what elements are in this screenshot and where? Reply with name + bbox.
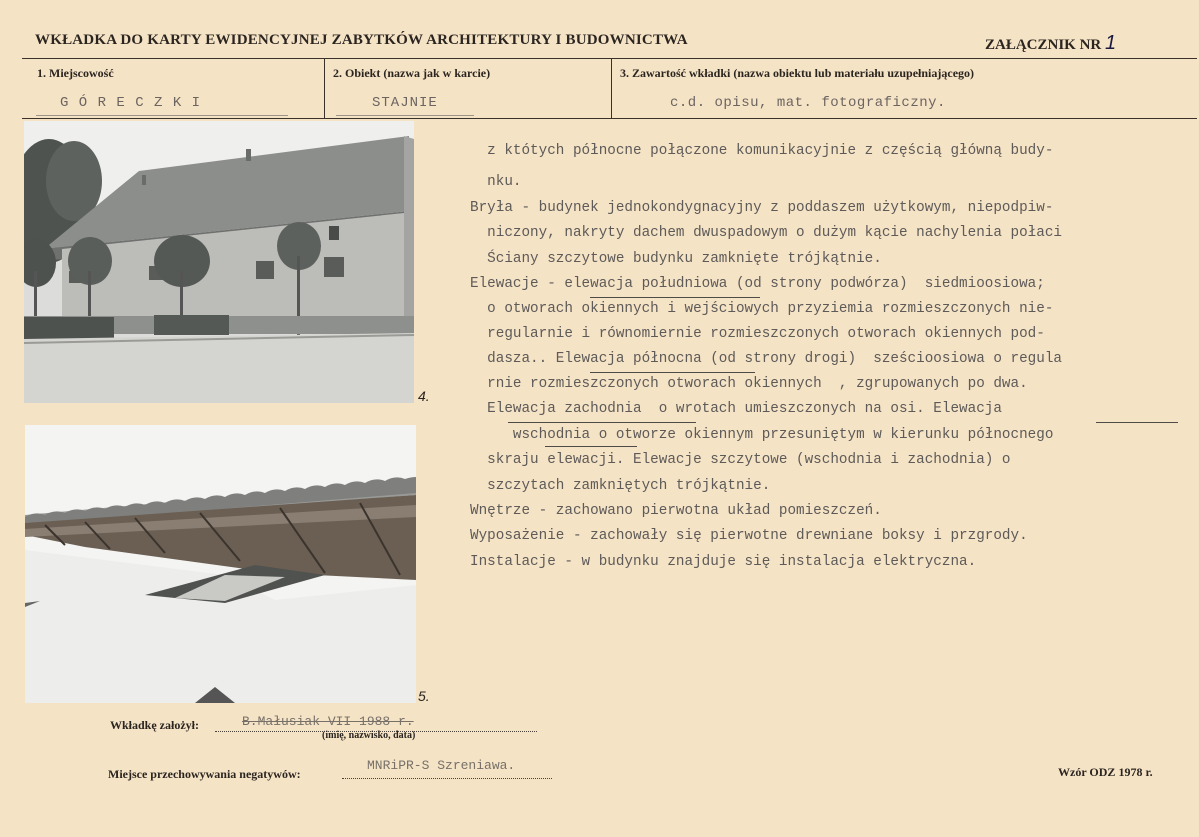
field-value-locality: G Ó R E C Z K I <box>60 95 202 111</box>
locality-underline <box>36 115 288 116</box>
author-label: Wkładkę założył: <box>110 718 199 732</box>
fields-divider <box>22 118 1197 119</box>
form-version: Wzór ODZ 1978 r. <box>1058 765 1153 779</box>
description-line: Ściany szczytowe budynku zamknięte trójkątnie. <box>470 251 882 267</box>
description-line: Wyposażenie - zachowały się pierwotne drewniane boksy i przgrody. <box>470 528 1028 544</box>
underline-elewacja-wschodnia-1 <box>1096 422 1178 423</box>
field-label-locality: 1. Miejscowość <box>37 66 114 80</box>
description-line: rnie rozmieszczonych otworach okiennych , zgrupowanych po dwa. <box>470 376 1028 392</box>
description-line: nku. <box>470 174 522 190</box>
field-value-contents: c.d. opisu, mat. fotograficzny. <box>670 95 946 111</box>
photo-roof-eaves-image <box>25 425 416 703</box>
card-title: WKŁADKA DO KARTY EWIDENCYJNEJ ZABYTKÓW ARCHITEKTURY I BUDOWNICTWA <box>35 32 688 48</box>
field-label-object: 2. Obiekt (nazwa jak w karcie) <box>333 66 491 80</box>
field-separator-1 <box>324 58 325 118</box>
photo-stable-exterior <box>24 121 414 403</box>
description-line: o otworach okiennych i wejściowych przyziemia rozmieszczonych nie- <box>470 301 1054 317</box>
description-line: niczony, nakryty dachem dwuspadowym o dużym kącie nachylenia połaci <box>470 225 1062 241</box>
description-line: Wnętrze - zachowano pierwotna układ pomieszczeń. <box>470 503 882 519</box>
underline-elewacja-zachodnia <box>508 422 696 423</box>
photo-stable-exterior-image <box>24 121 414 403</box>
description-line: Instalacje - w budynku znajduje się instalacja elektryczna. <box>470 554 977 570</box>
negatives-value: MNRiPR-S Szreniawa. <box>367 758 516 773</box>
description-line: Elewacje - elewacja południowa (od strony podwórza) siedmioosiowa; <box>470 276 1045 292</box>
author-caption: (imię, nazwisko, data) <box>322 730 416 741</box>
field-value-object: STAJNIE <box>372 95 438 111</box>
negatives-dotted-line <box>342 778 552 779</box>
photo-number-4: 4. <box>418 388 430 404</box>
description-line: skraju elewacji. Elewacje szczytowe (wschodnia i zachodnia) o <box>470 452 1011 468</box>
description-line: Elewacja zachodnia o wrotach umieszczonych na osi. Elewacja <box>470 401 1002 417</box>
object-underline <box>336 115 474 116</box>
header-divider <box>22 58 1197 59</box>
description-line: z któtych północne połączone komunikacyjnie z częścią główną budy- <box>470 143 1054 159</box>
annex-label: ZAŁĄCZNIK NR 1 <box>985 32 1117 54</box>
author-value: B.Małusiak VII 1988 r. <box>242 714 414 729</box>
photo-number-5: 5. <box>418 688 430 704</box>
photo-roof-eaves <box>25 425 416 703</box>
description-line: szczytach zamkniętych trójkątnie. <box>470 478 771 494</box>
description-line: dasza.. Elewacja północna (od strony drogi) sześcioosiowa o regula <box>470 351 1062 367</box>
description-line: Bryła - budynek jednokondygnacyjny z poddaszem użytkowym, niepodpiw- <box>470 200 1054 216</box>
underline-elewacja-wschodnia-2 <box>545 446 637 447</box>
annex-number: 1 <box>1105 32 1117 54</box>
negatives-label: Miejsce przechowywania negatywów: <box>108 767 301 781</box>
field-label-contents: 3. Zawartość wkładki (nazwa obiektu lub materiału uzupełniającego) <box>620 66 975 80</box>
description-line: regularnie i równomiernie rozmieszczonych otworach okiennych pod- <box>470 326 1045 342</box>
field-separator-2 <box>611 58 612 118</box>
underline-elewacja-poludniowa <box>590 297 760 298</box>
underline-elewacja-polnocna <box>590 372 755 373</box>
description-line: wschodnia o otworze okiennym przesuniętym w kierunku północnego <box>470 427 1054 443</box>
